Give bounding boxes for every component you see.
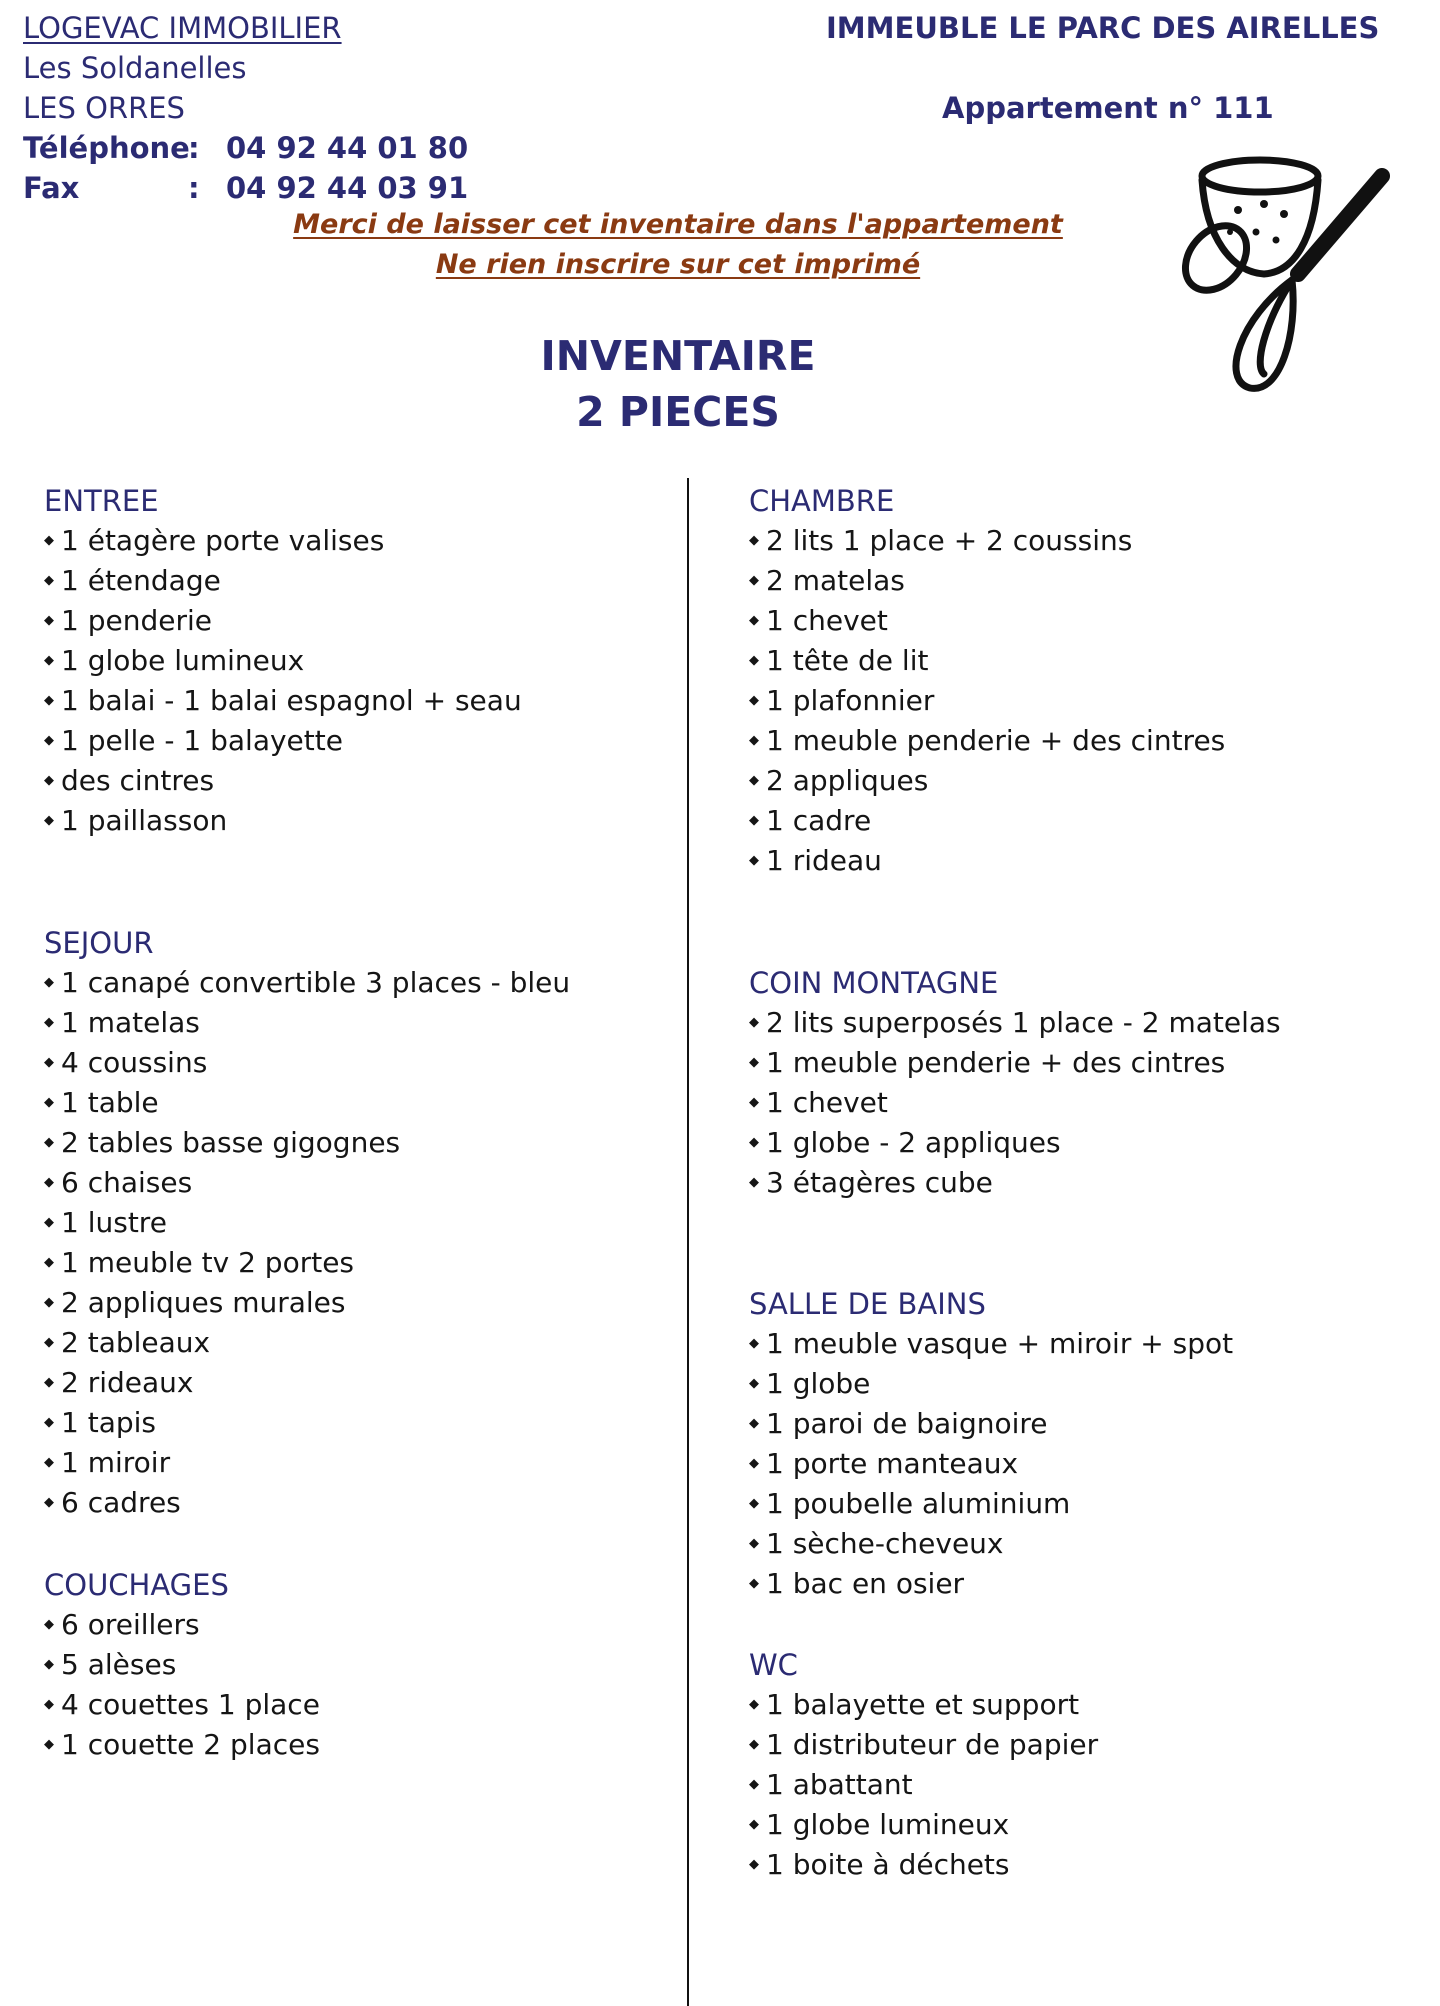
inventory-item: ◆ 2 rideaux [44,1363,570,1403]
section-chambre [749,481,1225,881]
phone-number: 04 92 44 01 80 [226,131,469,165]
page-title: INVENTAIRE [540,332,816,380]
inventory-item: ◆ 1 sèche-cheveux [749,1524,1233,1564]
item-list [44,1605,320,1765]
section-salle-de-bains [749,1284,1233,1604]
section-entree [44,481,522,841]
inventory-item: ◆ 1 meuble vasque + miroir + spot [749,1324,1233,1364]
inventory-item: ◆ 1 table [44,1083,570,1123]
inventory-item: ◆ 1 balayette et support [749,1685,1098,1725]
inventory-item: ◆ 1 étendage [44,561,522,601]
phone-separator: : [188,131,200,165]
section-sejour [44,923,570,1523]
inventory-item: ◆ 2 matelas [749,561,1225,601]
inventory-item: ◆ 1 paillasson [44,801,522,841]
inventory-item: ◆ 1 poubelle aluminium [749,1484,1233,1524]
inventory-item: ◆ 2 tableaux [44,1323,570,1363]
inventory-item: ◆ 1 cadre [749,801,1225,841]
section-title: COIN MONTAGNE [749,966,999,1000]
inventory-item: ◆ 1 étagère porte valises [44,521,522,561]
inventory-item: ◆ 1 plafonnier [749,681,1225,721]
inventory-item: ◆ 1 miroir [44,1443,570,1483]
inventory-item: ◆ 1 abattant [749,1765,1098,1805]
inventory-item: ◆ 2 appliques murales [44,1283,570,1323]
company-address-line1: Les Soldanelles [23,51,247,85]
section-title: SEJOUR [44,926,154,960]
inventory-item: ◆ 4 couettes 1 place [44,1685,320,1725]
notice-do-not-write: Ne rien inscrire sur cet imprimé [435,249,921,280]
item-list [44,521,522,841]
section-title: COUCHAGES [44,1568,229,1602]
inventory-item: ◆ 1 porte manteaux [749,1444,1233,1484]
inventory-item: ◆ 1 tête de lit [749,641,1225,681]
apartment-number: Appartement n° 111 [942,91,1274,125]
inventory-item: ◆ 2 lits 1 place + 2 coussins [749,521,1225,561]
inventory-item: ◆ 1 meuble penderie + des cintres [749,1043,1281,1083]
inventory-item: ◆ des cintres [44,761,522,801]
item-list [749,521,1225,881]
item-list [44,963,570,1523]
inventory-item: ◆ 1 distributeur de papier [749,1725,1098,1765]
inventory-item: ◆ 6 cadres [44,1483,570,1523]
inventory-item: ◆ 1 rideau [749,841,1225,881]
building-name: IMMEUBLE LE PARC DES AIRELLES [826,11,1380,45]
inventory-item: ◆ 1 penderie [44,601,522,641]
inventory-item: ◆ 5 alèses [44,1645,320,1685]
section-title: WC [749,1648,798,1682]
inventory-item: ◆ 1 balai - 1 balai espagnol + seau [44,681,522,721]
item-list [749,1003,1281,1203]
company-address-line2: LES ORRES [23,91,185,125]
inventory-item: ◆ 3 étagères cube [749,1163,1281,1203]
section-title: ENTREE [44,484,159,518]
inventory-item: ◆ 6 oreillers [44,1605,320,1645]
inventory-item: ◆ 2 lits superposés 1 place - 2 matelas [749,1003,1281,1043]
fax-label: Fax [23,171,80,205]
kitchen-utensils-icon [1180,148,1400,408]
inventory-item: ◆ 2 tables basse gigognes [44,1123,570,1163]
column-divider [687,478,689,2006]
inventory-item: ◆ 1 matelas [44,1003,570,1043]
inventory-item: ◆ 1 paroi de baignoire [749,1404,1233,1444]
section-title: SALLE DE BAINS [749,1287,986,1321]
inventory-item: ◆ 1 pelle - 1 balayette [44,721,522,761]
inventory-item: ◆ 4 coussins [44,1043,570,1083]
section-coin-montagne [749,963,1281,1203]
inventory-item: ◆ 1 canapé convertible 3 places - bleu [44,963,570,1003]
company-name: LOGEVAC IMMOBILIER [23,11,342,45]
section-wc [749,1645,1098,1885]
inventory-item: ◆ 1 globe [749,1364,1233,1404]
fax-number: 04 92 44 03 91 [226,171,469,205]
inventory-item: ◆ 1 chevet [749,1083,1281,1123]
item-list [749,1324,1233,1604]
inventory-item: ◆ 1 globe lumineux [44,641,522,681]
item-list [749,1685,1098,1885]
inventory-item: ◆ 6 chaises [44,1163,570,1203]
inventory-item: ◆ 1 lustre [44,1203,570,1243]
inventory-item: ◆ 1 tapis [44,1403,570,1443]
section-couchages [44,1565,320,1765]
page-subtitle: 2 PIECES [576,388,780,436]
inventory-item: ◆ 1 meuble tv 2 portes [44,1243,570,1283]
fax-separator: : [188,171,200,205]
inventory-item: ◆ 1 globe lumineux [749,1805,1098,1845]
inventory-item: ◆ 1 couette 2 places [44,1725,320,1765]
inventory-item: ◆ 1 bac en osier [749,1564,1233,1604]
inventory-item: ◆ 1 globe - 2 appliques [749,1123,1281,1163]
section-title: CHAMBRE [749,484,895,518]
inventory-item: ◆ 1 chevet [749,601,1225,641]
inventory-item: ◆ 1 meuble penderie + des cintres [749,721,1225,761]
inventory-item: ◆ 1 boite à déchets [749,1845,1098,1885]
notice-leave-inventory: Merci de laisser cet inventaire dans l'appartement [293,209,1063,240]
phone-label: Téléphone [23,131,190,165]
inventory-item: ◆ 2 appliques [749,761,1225,801]
